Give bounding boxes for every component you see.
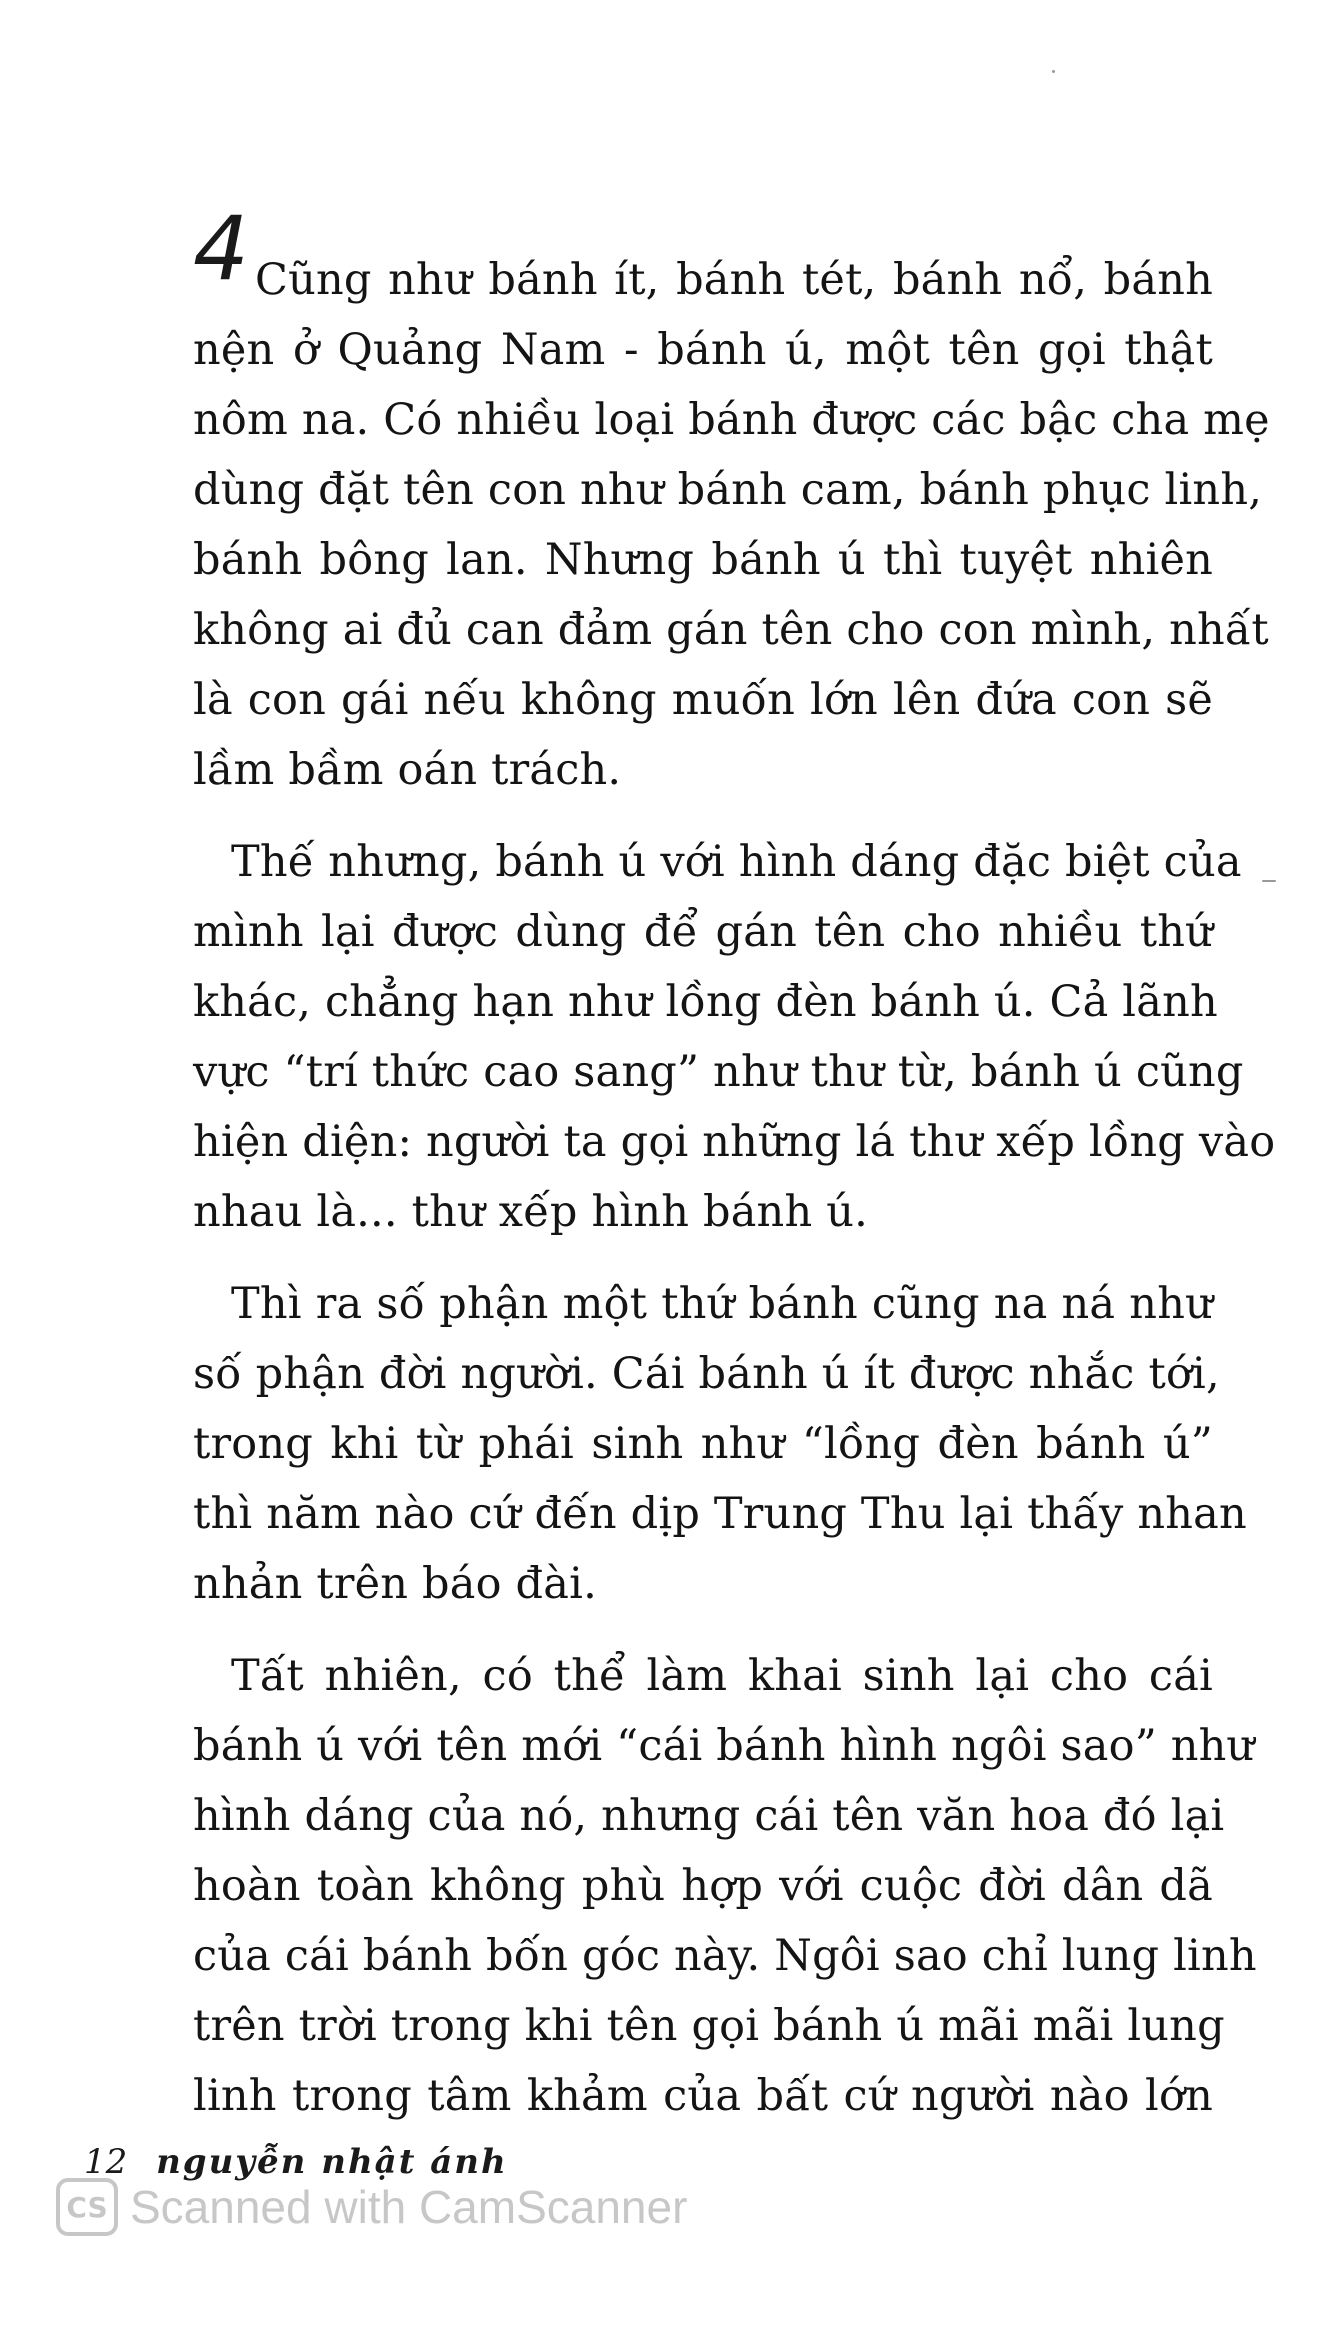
text-line: Thế nhưng, bánh ú với hình dáng đặc biệt của — [231, 837, 1242, 887]
text-line: linh trong tâm khảm của bất cứ người nào lớn — [193, 2071, 1213, 2121]
text-line: số phận đời người. Cái bánh ú ít được nhắc tới, — [193, 1349, 1220, 1399]
text-line: trên trời trong khi tên gọi bánh ú mãi mãi lung — [193, 2001, 1225, 2051]
text-line: Cũng như bánh ít, bánh tét, bánh nổ, bánh — [255, 255, 1213, 305]
text-line: nện ở Quảng Nam - bánh ú, một tên gọi thật — [193, 325, 1213, 375]
text-line: Thì ra số phận một thứ bánh cũng na ná như — [231, 1279, 1213, 1329]
text-line: không ai đủ can đảm gán tên cho con mình, nhất — [193, 605, 1269, 655]
body-text — [193, 245, 1276, 2153]
text-line: thì năm nào cứ đến dịp Trung Thu lại thấy nhan — [193, 1489, 1247, 1539]
scan-speck — [1262, 880, 1276, 882]
text-line: vực “trí thức cao sang” như thư từ, bánh ú cũng — [193, 1047, 1244, 1097]
text-line: nhau là... thư xếp hình bánh ú. — [193, 1187, 868, 1237]
text-line: nôm na. Có nhiều loại bánh được các bậc cha mẹ — [193, 395, 1270, 445]
text-line: hiện diện: người ta gọi những lá thư xếp lồng vào — [193, 1117, 1276, 1167]
section-number: 4 — [193, 197, 249, 300]
text-line: bánh ú với tên mới “cái bánh hình ngôi sao” như — [193, 1721, 1255, 1771]
paragraph-1 — [193, 245, 1270, 805]
page-number: 12 — [84, 2142, 128, 2182]
text-line: Tất nhiên, có thể làm khai sinh lại cho cái — [231, 1651, 1213, 1701]
watermark-text: Scanned with CamScanner — [130, 2181, 688, 2233]
scan-speck — [1052, 70, 1055, 73]
text-line: là con gái nếu không muốn lớn lên đứa con sẽ — [193, 675, 1213, 725]
text-line: bánh bông lan. Nhưng bánh ú thì tuyệt nhiên — [193, 535, 1213, 585]
paragraph-2 — [193, 827, 1276, 1247]
text-line: khác, chẳng hạn như lồng đèn bánh ú. Cả lãnh — [193, 977, 1218, 1027]
text-line: lầm bầm oán trách. — [193, 745, 622, 795]
scanner-watermark — [56, 2178, 687, 2236]
author-name: nguyễn nhật ánh — [156, 2142, 508, 2182]
text-line: dùng đặt tên con như bánh cam, bánh phục linh, — [193, 465, 1263, 515]
paragraph-4 — [193, 1641, 1257, 2131]
camscanner-logo-icon: CS — [56, 2178, 118, 2236]
text-line: trong khi từ phái sinh như “lồng đèn bánh ú” — [193, 1419, 1213, 1469]
text-line: hình dáng của nó, nhưng cái tên văn hoa đó lại — [193, 1791, 1225, 1841]
text-line: của cái bánh bốn góc này. Ngôi sao chỉ lung linh — [193, 1931, 1257, 1981]
text-line: mình lại được dùng để gán tên cho nhiều thứ — [193, 907, 1213, 957]
text-line: nhản trên báo đài. — [193, 1559, 597, 1609]
text-line: hoàn toàn không phù hợp với cuộc đời dân dã — [193, 1861, 1213, 1911]
paragraph-3 — [193, 1269, 1247, 1619]
